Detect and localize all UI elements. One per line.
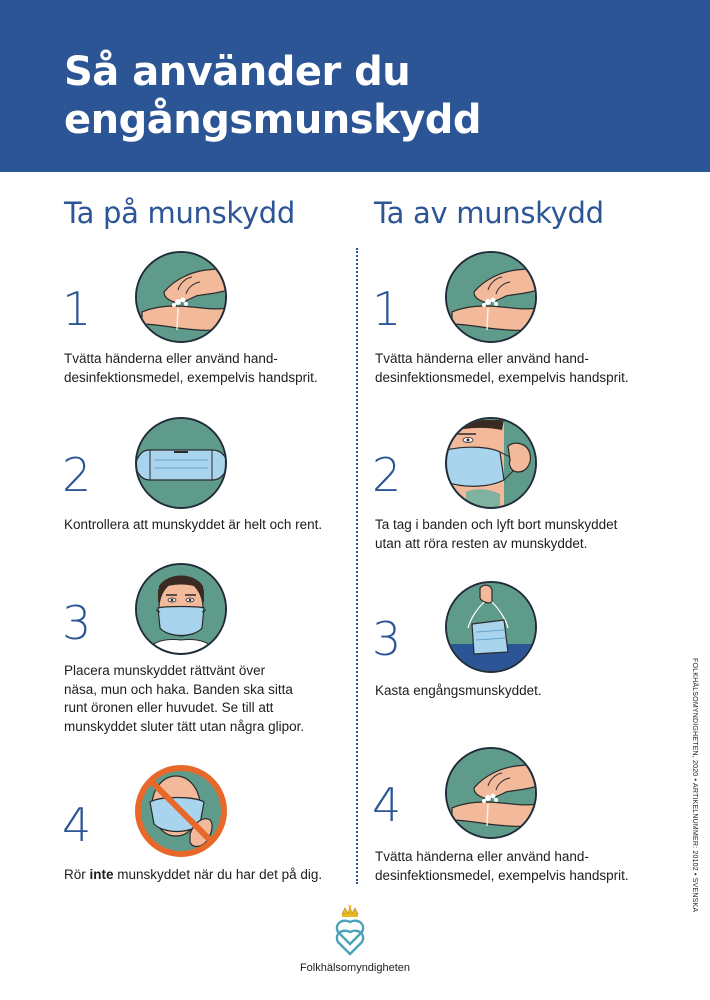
put-on-mask-heading: Ta på munskydd	[64, 196, 295, 230]
discard-mask-icon	[444, 580, 538, 674]
step-text: Tvätta händerna eller använd hand- desinfektionsmedel, exempelvis handsprit.	[64, 351, 318, 385]
take-off-mask-heading: Ta av munskydd	[374, 196, 604, 230]
step-number: 2	[372, 448, 402, 502]
hand-wash-icon	[444, 250, 538, 344]
step-text: Tvätta händerna eller använd hand- desinfektionsmedel, exempelvis handsprit.	[375, 351, 629, 385]
page-title	[64, 48, 664, 144]
step-number: 4	[372, 778, 402, 832]
hand-wash-icon	[444, 746, 538, 840]
step-number: 1	[62, 282, 92, 336]
step-number: 3	[372, 612, 402, 666]
face-mask-icon	[134, 416, 228, 510]
step-text: Placera munskyddet rättvänt över näsa, mun och haka. Banden ska sitta runt öronen eller huvudet. Se till att munskyddet sluter tätt utan några glipor.	[64, 663, 305, 734]
hand-wash-icon	[134, 250, 228, 344]
step-number: 1	[372, 282, 402, 336]
article-number-side-text: FOLKHÄLSOMYNDIGHETEN, 2020 • ARTIKELNUMMER: 20102 • SVENSKA	[691, 658, 698, 913]
step-number: 2	[62, 448, 92, 502]
organization-name: Folkhälsomyndigheten	[299, 962, 411, 974]
remove-mask-by-strap-icon	[444, 416, 538, 510]
step-number: 3	[62, 596, 92, 650]
step-text: Kontrollera att munskyddet är helt och rent.	[64, 517, 323, 532]
folkhalsomyndigheten-logo-icon	[328, 904, 372, 960]
step-text: Kasta engångsmunskyddet.	[375, 683, 542, 698]
page-title-line-2: engångsmunskydd	[64, 97, 482, 143]
header-banner	[0, 0, 710, 172]
person-wearing-mask-icon	[134, 562, 228, 656]
step-text: Ta tag i banden och lyft bort munskyddet utan att röra resten av munskyddet.	[375, 517, 618, 551]
step-number: 4	[62, 798, 92, 852]
do-not-touch-mask-icon	[134, 764, 228, 858]
page-title-line-1: Så använder du	[64, 49, 411, 95]
step-text: Tvätta händerna eller använd hand- desinfektionsmedel, exempelvis handsprit.	[375, 849, 629, 883]
step-text: Rör inte munskyddet när du har det på dig.	[64, 867, 323, 882]
column-divider	[356, 248, 358, 884]
